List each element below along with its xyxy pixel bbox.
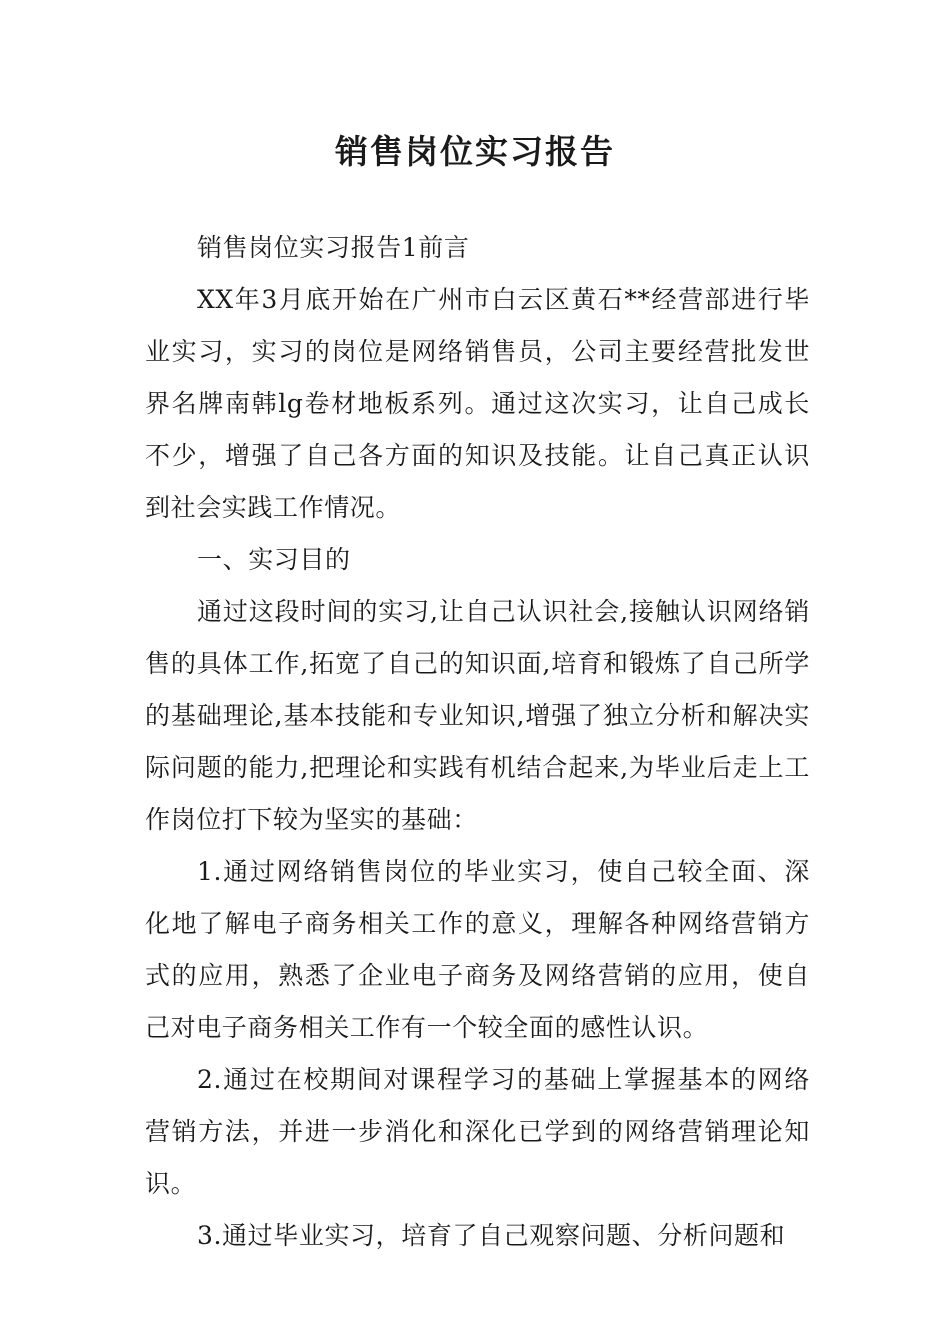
paragraph-preface-heading: 销售岗位实习报告1前言 [197, 233, 470, 262]
document-title: 销售岗位实习报告 [335, 132, 615, 171]
section-heading-purpose: 一、实习目的 [197, 545, 351, 574]
list-item-3: 3.通过毕业实习，培育了自己观察问题、分析问题和 [197, 1221, 786, 1250]
document-body [145, 222, 810, 1262]
list-item-2: 2.通过在校期间对课程学习的基础上掌握基本的网络营销方法，并进一步消化和深化已学到的网络营销理论知识。 [145, 1065, 810, 1198]
paragraph-purpose: 通过这段时间的实习,让自己认识社会,接触认识网络销售的具体工作,拓宽了自己的知识面,培育和锻炼了自己所学的基础理论,基本技能和专业知识,增强了独立分析和解决实际问题的能力,把理论和实践有机结合起来,为毕业后走上工作岗位打下较为坚实的基础： [145, 597, 810, 834]
list-item-1: 1.通过网络销售岗位的毕业实习，使自己较全面、深化地了解电子商务相关工作的意义，理解各种网络营销方式的应用，熟悉了企业电子商务及网络营销的应用，使自己对电子商务相关工作有一个较全面的感性认识。 [145, 857, 810, 1042]
paragraph-intro: XX年3月底开始在广州市白云区黄石**经营部进行毕业实习，实习的岗位是网络销售员，公司主要经营批发世界名牌南韩lg卷材地板系列。通过这次实习，让自己成长不少，增强了自己各方面的知识及技能。让自己真正认识到社会实践工作情况。 [145, 285, 810, 522]
